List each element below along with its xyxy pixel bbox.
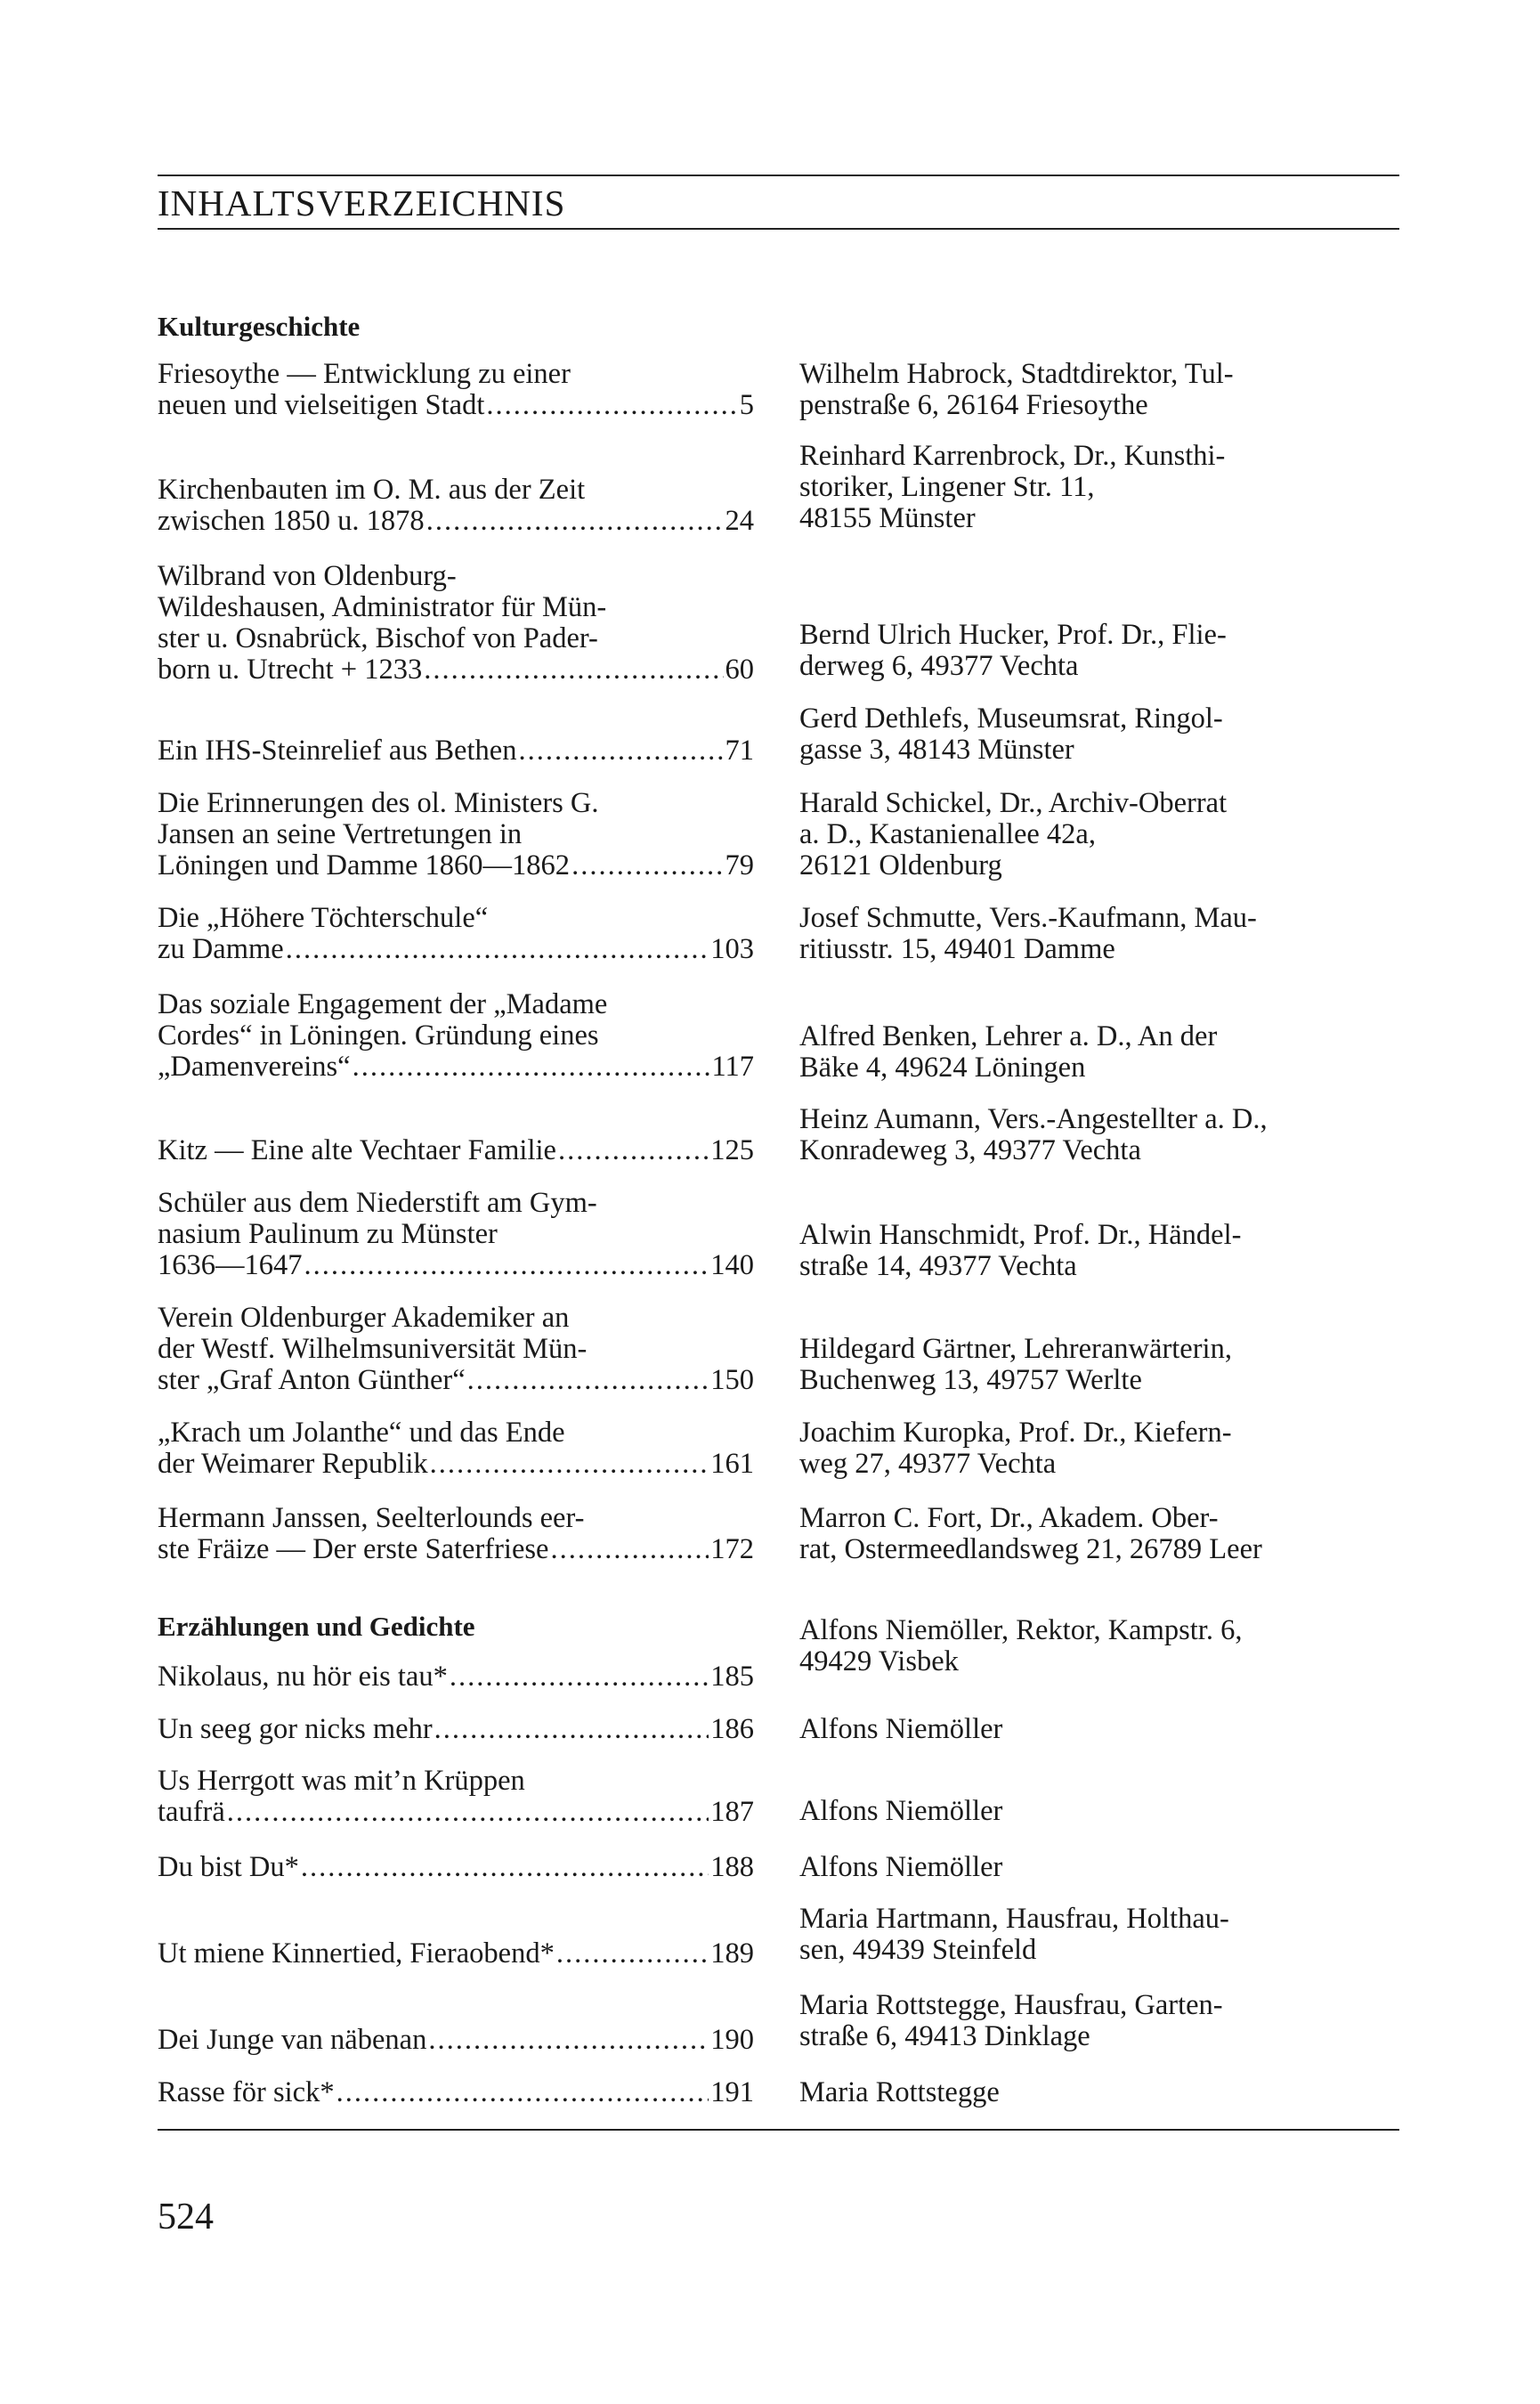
entry-title-end: Dei Junge van näbenan (158, 2024, 427, 2056)
entry-title-line: Friesoythe — Entwicklung zu einer (158, 358, 571, 390)
author-line: Maria Hartmann, Hausfrau, Holthau- (799, 1903, 1229, 1935)
entry-page-number: 79 (725, 849, 754, 881)
entry-title-line: Die „Höhere Töchterschule“ (158, 902, 489, 934)
toc-entry (158, 2025, 754, 2056)
entry-author (799, 1104, 1405, 1166)
entry-page-number: 161 (710, 1448, 754, 1480)
entry-page-number: 103 (710, 933, 754, 965)
entry-title-last-line (158, 1852, 754, 1883)
entry-title-last-line (158, 506, 754, 537)
entry-author (799, 620, 1405, 682)
author-line: Alfred Benken, Lehrer a. D., An der (799, 1020, 1218, 1052)
entry-title-last-line (158, 1449, 754, 1480)
entry-title-end: Kitz — Eine alte Vechtaer Familie (158, 1134, 556, 1166)
author-line: Josef Schmutte, Vers.-Kaufmann, Mau- (799, 902, 1257, 934)
entry-title-line: Verein Oldenburger Akademiker an (158, 1302, 570, 1334)
entry-title-line: Cordes“ in Löningen. Gründung eines (158, 1019, 599, 1052)
author-line: derweg 6, 49377 Vechta (799, 650, 1079, 682)
toc-entry (158, 1303, 754, 1396)
entry-author (799, 1714, 1405, 1745)
entry-page-number: 140 (710, 1249, 754, 1281)
dot-leader (304, 1250, 709, 1281)
entry-author (799, 441, 1405, 534)
entry-page-number: 125 (710, 1134, 754, 1166)
entry-title-last-line (158, 735, 754, 767)
dot-leader (450, 1661, 709, 1693)
entry-title-line: Die Erinnerungen des ol. Ministers G. (158, 787, 599, 819)
entry-title-end: born u. Utrecht + 1233 (158, 654, 423, 686)
entry-title-end: Un seeg gor nicks mehr (158, 1713, 433, 1745)
entry-title-last-line (158, 2077, 754, 2108)
author-line: Joachim Kuropka, Prof. Dr., Kiefern- (799, 1417, 1232, 1449)
entry-page-number: 5 (739, 389, 754, 421)
dot-leader (550, 1534, 709, 1565)
footer-rule (158, 2129, 1399, 2131)
entry-title-end: ster „Graf Anton Günther“ (158, 1364, 466, 1396)
entry-title-line: Das soziale Engagement der „Madame (158, 988, 608, 1020)
entry-title-last-line (158, 1534, 754, 1565)
toc-entry (158, 735, 754, 767)
entry-title-last-line (158, 1938, 754, 1969)
author-line: sen, 49439 Steinfeld (799, 1934, 1037, 1966)
entry-title-last-line (158, 1135, 754, 1166)
toc-entry (158, 1135, 754, 1166)
author-line: Heinz Aumann, Vers.-Angestellter a. D., (799, 1103, 1268, 1135)
entry-author (799, 703, 1405, 766)
toc-entry (158, 1417, 754, 1480)
author-line: straße 6, 49413 Dinklage (799, 2020, 1090, 2052)
author-line: Alfons Niemöller, Rektor, Kampstr. 6, (799, 1614, 1243, 1646)
author-line: weg 27, 49377 Vechta (799, 1448, 1057, 1480)
entry-title-line: Hermann Janssen, Seelterlounds eer- (158, 1502, 585, 1534)
entry-title-line: Kirchenbauten im O. M. aus der Zeit (158, 474, 586, 506)
entry-title-last-line (158, 2025, 754, 2056)
dot-leader (434, 1714, 709, 1745)
entry-title-line: „Krach um Jolanthe“ und das Ende (158, 1417, 565, 1449)
dot-leader (426, 506, 724, 537)
entry-page-number: 185 (710, 1661, 754, 1693)
author-line: Maria Rottstegge (799, 2076, 1000, 2108)
dot-leader (558, 1135, 709, 1166)
author-line: gasse 3, 48143 Münster (799, 734, 1074, 766)
entry-title-end: ste Fräize — Der erste Saterfriese (158, 1533, 549, 1565)
entry-title-end: Ut miene Kinnertied, Fieraobend* (158, 1937, 555, 1969)
author-line: Buchenweg 13, 49757 Werlte (799, 1364, 1142, 1396)
dot-leader (301, 1852, 709, 1883)
entry-author (799, 1615, 1405, 1677)
entry-title-line: der Westf. Wilhelmsuniversität Mün- (158, 1333, 588, 1365)
toc-entry (158, 788, 754, 881)
entry-title-end: Du bist Du* (158, 1851, 299, 1883)
toc-entry (158, 903, 754, 965)
entry-page-number: 117 (711, 1051, 754, 1083)
entry-author (799, 1334, 1405, 1396)
entry-author (799, 1021, 1405, 1084)
author-line: penstraße 6, 26164 Friesoythe (799, 389, 1148, 421)
author-line: Marron C. Fort, Dr., Akadem. Ober- (799, 1502, 1219, 1534)
section-heading: Kulturgeschichte (158, 311, 361, 342)
header-rule-bottom (158, 228, 1399, 230)
entry-title-line: Jansen an seine Vertretungen in (158, 818, 523, 850)
entry-author (799, 1796, 1405, 1827)
entry-title-last-line (158, 1052, 754, 1083)
author-line: Alfons Niemöller (799, 1713, 1003, 1745)
dot-leader (556, 1938, 709, 1969)
entry-title-end: 1636—1647 (158, 1249, 303, 1281)
entry-title-last-line (158, 850, 754, 881)
entry-title-end: der Weimarer Republik (158, 1448, 428, 1480)
entry-author (799, 1220, 1405, 1282)
dot-leader (467, 1365, 709, 1396)
entry-title-line: Us Herrgott was mit’n Krüppen (158, 1765, 525, 1797)
toc-entry (158, 1766, 754, 1828)
dot-leader (286, 934, 709, 965)
toc-entry (158, 1661, 754, 1693)
entry-page-number: 24 (725, 505, 754, 537)
entry-title-line: Wildeshausen, Administrator für Mün- (158, 591, 607, 623)
author-line: Hildegard Gärtner, Lehreranwärterin, (799, 1333, 1232, 1365)
dot-leader (486, 390, 737, 421)
entry-title-line: Wilbrand von Oldenburg- (158, 560, 457, 592)
entry-page-number: 172 (710, 1533, 754, 1565)
entry-author (799, 788, 1405, 881)
entry-title-line: Schüler aus dem Niederstift am Gym- (158, 1187, 597, 1219)
author-line: Bäke 4, 49624 Löningen (799, 1052, 1086, 1084)
entry-title-end: taufrä (158, 1796, 225, 1828)
dot-leader (227, 1797, 709, 1828)
dot-leader (336, 2077, 709, 2108)
toc-entry (158, 1852, 754, 1883)
author-line: Alfons Niemöller (799, 1795, 1003, 1827)
author-line: Harald Schickel, Dr., Archiv-Oberrat (799, 787, 1228, 819)
entry-title-line: ster u. Osnabrück, Bischof von Pader- (158, 622, 598, 654)
entry-author (799, 1852, 1405, 1883)
entry-title-end: zwischen 1850 u. 1878 (158, 505, 425, 537)
toc-entry (158, 1938, 754, 1969)
entry-title-last-line (158, 1365, 754, 1396)
entry-author (799, 1503, 1405, 1565)
author-line: Gerd Dethlefs, Museumsrat, Ringol- (799, 703, 1223, 735)
header-rule-top (158, 175, 1399, 176)
author-line: a. D., Kastanienallee 42a, (799, 818, 1096, 850)
entry-title-end: Ein IHS-Steinrelief aus Bethen (158, 735, 517, 767)
toc-entry (158, 475, 754, 537)
entry-title-end: Nikolaus, nu hör eis tau* (158, 1661, 448, 1693)
entry-page-number: 189 (710, 1937, 754, 1969)
entry-title-last-line (158, 1714, 754, 1745)
toc-entry (158, 561, 754, 686)
toc-entry (158, 1503, 754, 1565)
entry-author (799, 1417, 1405, 1480)
entry-title-last-line (158, 934, 754, 965)
dot-leader (353, 1052, 710, 1083)
entry-author (799, 1990, 1405, 2052)
toc-entry (158, 1188, 754, 1281)
entry-author (799, 359, 1405, 421)
entry-author (799, 1904, 1405, 1966)
author-line: Bernd Ulrich Hucker, Prof. Dr., Flie- (799, 619, 1227, 651)
toc-entry (158, 1714, 754, 1745)
toc-entry (158, 359, 754, 421)
dot-leader (428, 2025, 709, 2056)
author-line: Maria Rottstegge, Hausfrau, Garten- (799, 1989, 1223, 2021)
entry-page-number: 190 (710, 2024, 754, 2056)
author-line: Wilhelm Habrock, Stadtdirektor, Tul- (799, 358, 1234, 390)
author-line: storiker, Lingener Str. 11, (799, 471, 1095, 503)
entry-title-last-line (158, 390, 754, 421)
entry-title-end: neuen und vielseitigen Stadt (158, 389, 485, 421)
entry-title-end: Löningen und Damme 1860—1862 (158, 849, 571, 881)
entry-page-number: 188 (710, 1851, 754, 1883)
author-line: 26121 Oldenburg (799, 849, 1002, 881)
author-line: 48155 Münster (799, 502, 976, 534)
author-line: straße 14, 49377 Vechta (799, 1250, 1077, 1282)
dot-leader (518, 735, 723, 767)
author-line: Alfons Niemöller (799, 1851, 1003, 1883)
entry-page-number: 191 (710, 2076, 754, 2108)
entry-title-last-line (158, 1250, 754, 1281)
entry-page-number: 71 (725, 735, 754, 767)
page-number: 524 (158, 2197, 214, 2238)
entry-page-number: 186 (710, 1713, 754, 1745)
entry-author (799, 2077, 1405, 2108)
author-line: Konradeweg 3, 49377 Vechta (799, 1134, 1141, 1166)
toc-entry (158, 2077, 754, 2108)
dot-leader (424, 654, 723, 686)
author-line: Alwin Hanschmidt, Prof. Dr., Händel- (799, 1219, 1242, 1251)
entry-page-number: 187 (710, 1796, 754, 1828)
entry-title-last-line (158, 1661, 754, 1693)
entry-title-end: Rasse för sick* (158, 2076, 335, 2108)
entry-title-end: zu Damme (158, 933, 284, 965)
author-line: rat, Ostermeedlandsweg 21, 26789 Leer (799, 1533, 1262, 1565)
dot-leader (571, 850, 723, 881)
author-line: 49429 Visbek (799, 1645, 959, 1677)
entry-title-last-line (158, 654, 754, 686)
section-heading: Erzählungen und Gedichte (158, 1611, 475, 1642)
page-title: INHALTSVERZEICHNIS (158, 183, 566, 223)
entry-page-number: 60 (725, 654, 754, 686)
author-line: ritiusstr. 15, 49401 Damme (799, 933, 1115, 965)
entry-author (799, 903, 1405, 965)
dot-leader (430, 1449, 709, 1480)
entry-title-end: „Damenvereins“ (158, 1051, 351, 1083)
entry-title-line: nasium Paulinum zu Münster (158, 1218, 498, 1250)
author-line: Reinhard Karrenbrock, Dr., Kunsthi- (799, 440, 1226, 472)
toc-entry (158, 989, 754, 1083)
entry-page-number: 150 (710, 1364, 754, 1396)
entry-title-last-line (158, 1797, 754, 1828)
